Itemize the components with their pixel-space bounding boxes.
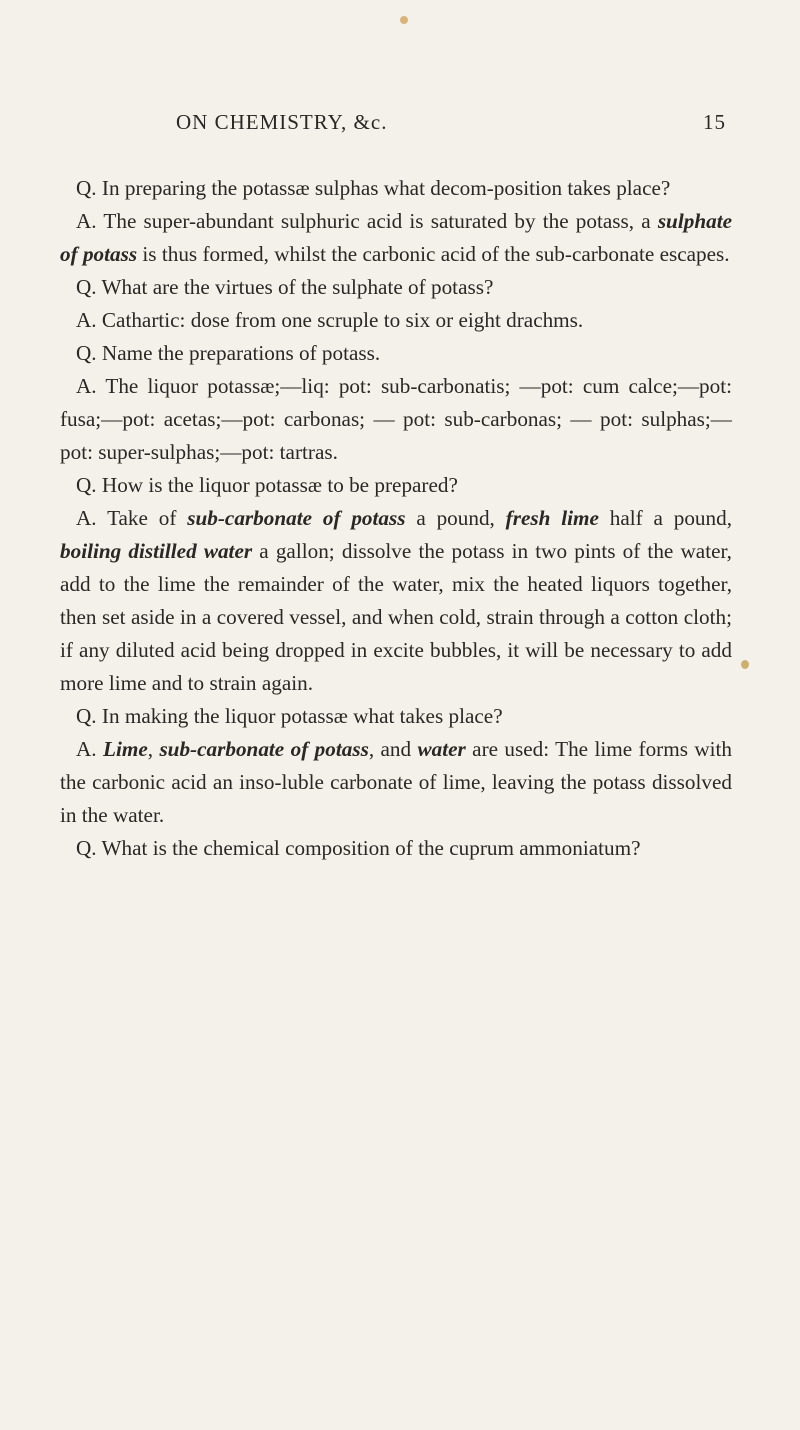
a-label: A. — [76, 374, 97, 398]
q-label: Q. — [76, 176, 97, 200]
text-run: Take of — [107, 506, 188, 530]
page-number: 15 — [703, 110, 726, 134]
ink-dot — [741, 660, 749, 669]
question-paragraph — [60, 832, 732, 865]
running-title: ON CHEMISTRY, &c. — [176, 110, 388, 134]
italic-term: sulphate of potass — [60, 209, 732, 266]
page-body — [60, 52, 733, 860]
text-run: a gallon; dissolve the potass in two pints of the water, add to the lime the remainder of the water, mix the heated liquors together, then set aside in a covered vessel, and when cold, strain through a cotton cloth; if any diluted acid being dropped in excite bubbles, it will be necessary to add more lime and to strain again. — [60, 539, 732, 695]
ink-dot — [400, 16, 408, 24]
a-label: A. — [76, 209, 97, 233]
q-label: Q. — [76, 341, 97, 365]
answer-text — [60, 737, 732, 827]
question-text: What are the virtues of the sulphate of potass? — [101, 275, 494, 299]
question-text: How is the liquor potassæ to be prepared? — [101, 473, 458, 497]
a-label: A. — [76, 737, 97, 761]
a-label: A. — [76, 308, 97, 332]
answer-paragraph — [60, 733, 732, 832]
italic-term: fresh lime — [505, 506, 599, 530]
question-paragraph — [60, 700, 732, 733]
q-label: Q. — [76, 275, 97, 299]
text-run: The super-abundant sulphuric acid is saturated by the potass, a — [103, 209, 658, 233]
question-text: In preparing the potassæ sulphas what decom-position takes place? — [101, 176, 671, 200]
answer-text: Cathartic: dose from one scruple to six or eight drachms. — [101, 308, 584, 332]
italic-term: Lime — [103, 737, 148, 761]
q-label: Q. — [76, 473, 97, 497]
italic-term: boiling distilled water — [60, 539, 253, 563]
q-label: Q. — [76, 836, 97, 860]
answer-paragraph — [60, 370, 732, 469]
answer-paragraph — [60, 205, 732, 271]
text-run: a pound, — [405, 506, 506, 530]
question-paragraph — [60, 271, 732, 304]
italic-term: sub-carbonate of potass — [159, 737, 369, 761]
answer-text: The liquor potassæ;—liq: pot: sub-carbonatis; —pot: cum calce;—pot: fusa;—pot: acetas;—pot: carbonas; — pot: sub-carbonas; — pot: sulphas;— pot: super-sulphas;—pot: tartras. — [60, 374, 733, 464]
q-label: Q. — [76, 704, 97, 728]
answer-text — [60, 506, 732, 695]
question-text: Name the preparations of potass. — [101, 341, 381, 365]
italic-term: water — [417, 737, 466, 761]
text-run: are used: The lime forms with the carbonic acid an inso-luble carbonate of lime, leaving the potass dissolved in the water. — [60, 737, 733, 827]
text-run: half a pound, — [598, 506, 733, 530]
answer-paragraph — [60, 304, 732, 337]
question-text: In making the liquor potassæ what takes place? — [101, 704, 503, 728]
question-paragraph — [60, 469, 732, 502]
page-header — [60, 52, 732, 134]
question-paragraph — [60, 172, 732, 205]
text-run: , — [147, 737, 160, 761]
question-text: What is the chemical composition of the cuprum ammoniatum? — [101, 836, 641, 860]
question-paragraph — [60, 337, 732, 370]
italic-term: sub-carbonate of potass — [187, 506, 406, 530]
answer-text — [60, 209, 732, 266]
text-run: , and — [368, 737, 418, 761]
text-run: is thus formed, whilst the carbonic acid of the sub-carbonate escapes. — [137, 242, 730, 266]
answer-paragraph — [60, 502, 732, 700]
a-label: A. — [76, 506, 97, 530]
body-text — [60, 172, 732, 865]
